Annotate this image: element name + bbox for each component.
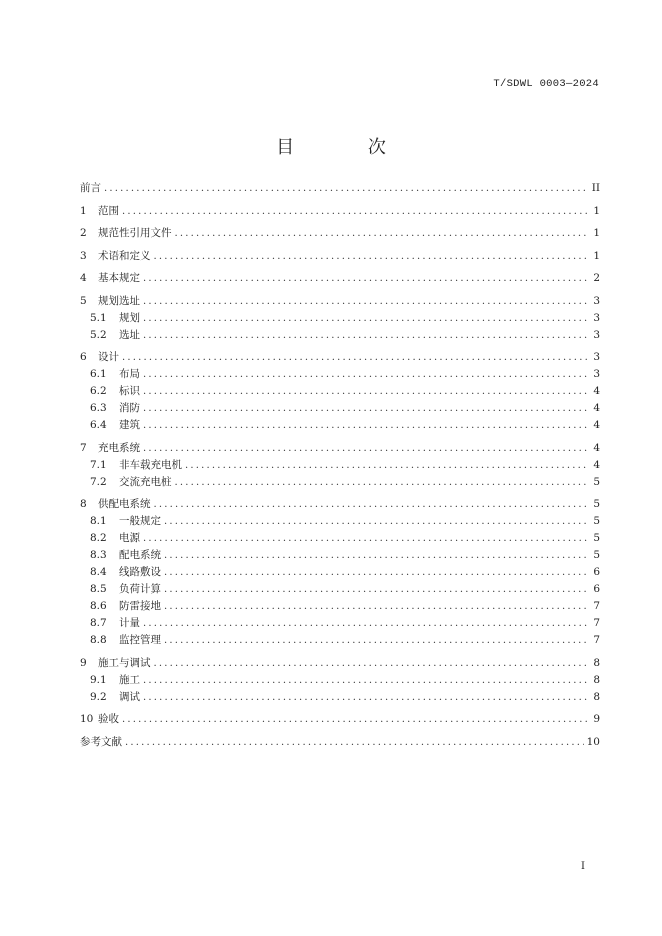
toc-entry-title: 范围 <box>98 204 119 217</box>
toc-entry-number: 5.2 <box>90 328 107 341</box>
toc-entry-title: 消防 <box>119 402 140 414</box>
dot-leader <box>143 400 589 417</box>
toc-entry-number: 8.6 <box>90 600 107 612</box>
toc-entry[interactable] <box>80 225 600 242</box>
toc-entry-page: 5 <box>593 532 600 544</box>
toc-entry-page: 4 <box>593 419 600 431</box>
dot-leader <box>143 689 589 706</box>
dot-leader <box>143 615 589 632</box>
dot-leader <box>104 180 589 197</box>
toc-entry-page: 4 <box>593 458 600 471</box>
toc-entry-page: 5 <box>593 475 600 488</box>
toc-entry[interactable] <box>80 711 600 728</box>
dot-leader <box>122 349 589 366</box>
toc-entry-page: 2 <box>593 272 600 284</box>
dot-leader <box>164 632 589 649</box>
toc-entry-page: 3 <box>593 294 600 307</box>
toc-entry[interactable] <box>80 530 600 547</box>
toc-entry[interactable] <box>80 474 600 491</box>
toc-entry-number: 7.2 <box>90 475 107 488</box>
toc-entry-page: 1 <box>593 249 600 262</box>
toc-entry-number: 8.7 <box>90 617 107 629</box>
toc-entry-number: 9.1 <box>90 673 107 686</box>
dot-leader <box>122 711 589 728</box>
toc-entry-page: 7 <box>593 600 600 612</box>
toc-entry-title: 规范性引用文件 <box>98 227 172 239</box>
toc-entry[interactable] <box>80 366 600 383</box>
toc-entry-number: 8.2 <box>90 532 107 544</box>
toc-entry-number: 6.4 <box>90 419 107 431</box>
toc-entry-number: 8.3 <box>90 549 107 561</box>
toc-entry[interactable] <box>80 632 600 649</box>
toc-entry-page: 1 <box>593 227 600 239</box>
toc-entry-page: 3 <box>593 328 600 341</box>
toc-entry-title: 基本规定 <box>98 272 140 284</box>
toc-entry-title: 交流充电桩 <box>119 475 172 488</box>
toc-entry[interactable] <box>80 547 600 564</box>
toc-entry-title: 计量 <box>119 617 140 629</box>
dot-leader <box>143 293 589 310</box>
dot-leader <box>164 513 589 530</box>
page-title: 目 次 <box>276 137 420 158</box>
dot-leader <box>164 598 589 615</box>
toc-entry-title: 选址 <box>119 328 140 341</box>
toc-entry[interactable] <box>80 513 600 530</box>
dot-leader <box>154 655 590 672</box>
toc-entry-title: 术语和定义 <box>98 249 151 262</box>
dot-leader <box>164 581 589 598</box>
toc-entry-title: 设计 <box>98 351 119 363</box>
dot-leader <box>143 366 589 383</box>
dot-leader <box>164 564 589 581</box>
dot-leader <box>143 440 589 457</box>
dot-leader <box>143 530 589 547</box>
dot-leader <box>175 474 590 491</box>
toc-entry-number: 6.2 <box>90 385 107 397</box>
toc-entry-title: 标识 <box>119 385 140 397</box>
dot-leader <box>185 457 589 474</box>
toc-entry-title: 前言 <box>80 182 101 194</box>
dot-leader <box>154 496 590 513</box>
toc-entry-number: 8.5 <box>90 583 107 595</box>
toc-entry-title: 非车载充电机 <box>119 458 182 471</box>
toc-entry-title: 监控管理 <box>119 634 161 646</box>
toc-entry-title: 验收 <box>98 713 119 725</box>
toc-entry-page: 4 <box>593 402 600 414</box>
toc-entry[interactable] <box>80 417 600 434</box>
toc-entry[interactable] <box>80 581 600 598</box>
toc-entry-page: 1 <box>593 204 600 217</box>
toc-entry-title: 布局 <box>119 368 140 380</box>
toc-entry-page: II <box>591 182 600 194</box>
toc-entry-title: 施工与调试 <box>98 656 151 669</box>
toc-entry-page: 9 <box>593 713 600 725</box>
toc-entry-title: 参考文献 <box>80 735 122 748</box>
toc-entry[interactable] <box>80 496 600 513</box>
toc-entry-number: 7 <box>80 441 87 454</box>
toc-entry-page: 7 <box>593 634 600 646</box>
toc-entry[interactable] <box>80 689 600 706</box>
toc-entry-number: 6 <box>80 351 87 363</box>
dot-leader <box>143 327 589 344</box>
toc-entry-number: 6.3 <box>90 402 107 414</box>
toc-entry[interactable] <box>80 310 600 327</box>
toc-entry[interactable] <box>80 655 600 672</box>
toc-entry-page: 3 <box>593 311 600 324</box>
toc-entry-number: 3 <box>80 249 87 262</box>
toc-entry-title: 规划选址 <box>98 294 140 307</box>
toc-entry[interactable] <box>80 400 600 417</box>
toc-entry-page: 8 <box>593 690 600 703</box>
toc-entry-number: 7.1 <box>90 458 107 471</box>
dot-leader <box>164 547 589 564</box>
dot-leader <box>143 672 589 689</box>
dot-leader <box>143 270 589 287</box>
toc-entry-page: 7 <box>593 617 600 629</box>
toc-entry-title: 防雷接地 <box>119 600 161 612</box>
toc-entry[interactable] <box>80 349 600 366</box>
toc-entry-number: 8.8 <box>90 634 107 646</box>
toc-entry-page: 4 <box>593 441 600 454</box>
toc-entry[interactable] <box>80 615 600 632</box>
toc-entry-title: 充电系统 <box>98 441 140 454</box>
toc-entry-number: 8 <box>80 498 87 510</box>
toc-entry-number: 5.1 <box>90 311 107 324</box>
toc-entry[interactable] <box>80 457 600 474</box>
toc-entry[interactable] <box>80 293 600 310</box>
toc-entry-number: 1 <box>80 204 87 217</box>
toc-entry-page: 5 <box>593 515 600 527</box>
dot-leader <box>125 734 584 751</box>
toc-entry-title: 供配电系统 <box>98 498 151 510</box>
toc-entry-page: 4 <box>593 385 600 397</box>
toc-entry-title: 调试 <box>119 690 140 703</box>
toc-entry-number: 4 <box>80 272 87 284</box>
toc-entry-title: 电源 <box>119 532 140 544</box>
toc-entry-number: 10 <box>80 713 94 725</box>
toc-entry-page: 8 <box>593 656 600 669</box>
dot-leader <box>175 225 590 242</box>
toc-entry-title: 一般规定 <box>119 515 161 527</box>
toc-entry-page: 10 <box>586 735 600 748</box>
toc-entry-number: 8.1 <box>90 515 107 527</box>
toc-entry-title: 线路敷设 <box>119 566 161 578</box>
dot-leader <box>154 248 590 265</box>
toc-entry-page: 6 <box>593 583 600 595</box>
toc-entry-page: 3 <box>593 351 600 363</box>
toc-entry-number: 5 <box>80 294 87 307</box>
toc-entry[interactable] <box>80 327 600 344</box>
toc-entry[interactable] <box>80 248 600 265</box>
toc-entry[interactable] <box>80 734 600 751</box>
toc-entry[interactable] <box>80 203 600 220</box>
toc-entry-title: 配电系统 <box>119 549 161 561</box>
toc-entry-page: 8 <box>593 673 600 686</box>
toc-entry-page: 6 <box>593 566 600 578</box>
toc-entry[interactable] <box>80 440 600 457</box>
toc-entry[interactable] <box>80 564 600 581</box>
toc-entry[interactable] <box>80 598 600 615</box>
toc-entry-title: 负荷计算 <box>119 583 161 595</box>
toc-entry-page: 3 <box>593 368 600 380</box>
table-of-contents <box>80 180 600 751</box>
toc-entry-number: 2 <box>80 227 87 239</box>
toc-entry-number: 8.4 <box>90 566 107 578</box>
dot-leader <box>143 310 589 327</box>
toc-entry-number: 9 <box>80 656 87 669</box>
toc-entry-number: 9.2 <box>90 690 107 703</box>
dot-leader <box>143 417 589 434</box>
toc-entry-number: 6.1 <box>90 368 107 380</box>
toc-entry[interactable] <box>80 672 600 689</box>
dot-leader <box>143 383 589 400</box>
toc-entry-title: 施工 <box>119 673 140 686</box>
document-code: T/SDWL 0003—2024 <box>493 78 599 90</box>
dot-leader <box>122 203 589 220</box>
toc-entry-title: 规划 <box>119 311 140 324</box>
toc-entry[interactable] <box>80 180 600 197</box>
toc-entry-page: 5 <box>593 498 600 510</box>
toc-entry[interactable] <box>80 270 600 287</box>
toc-entry[interactable] <box>80 383 600 400</box>
toc-entry-page: 5 <box>593 549 600 561</box>
page-number: I <box>581 861 585 872</box>
toc-entry-title: 建筑 <box>119 419 140 431</box>
